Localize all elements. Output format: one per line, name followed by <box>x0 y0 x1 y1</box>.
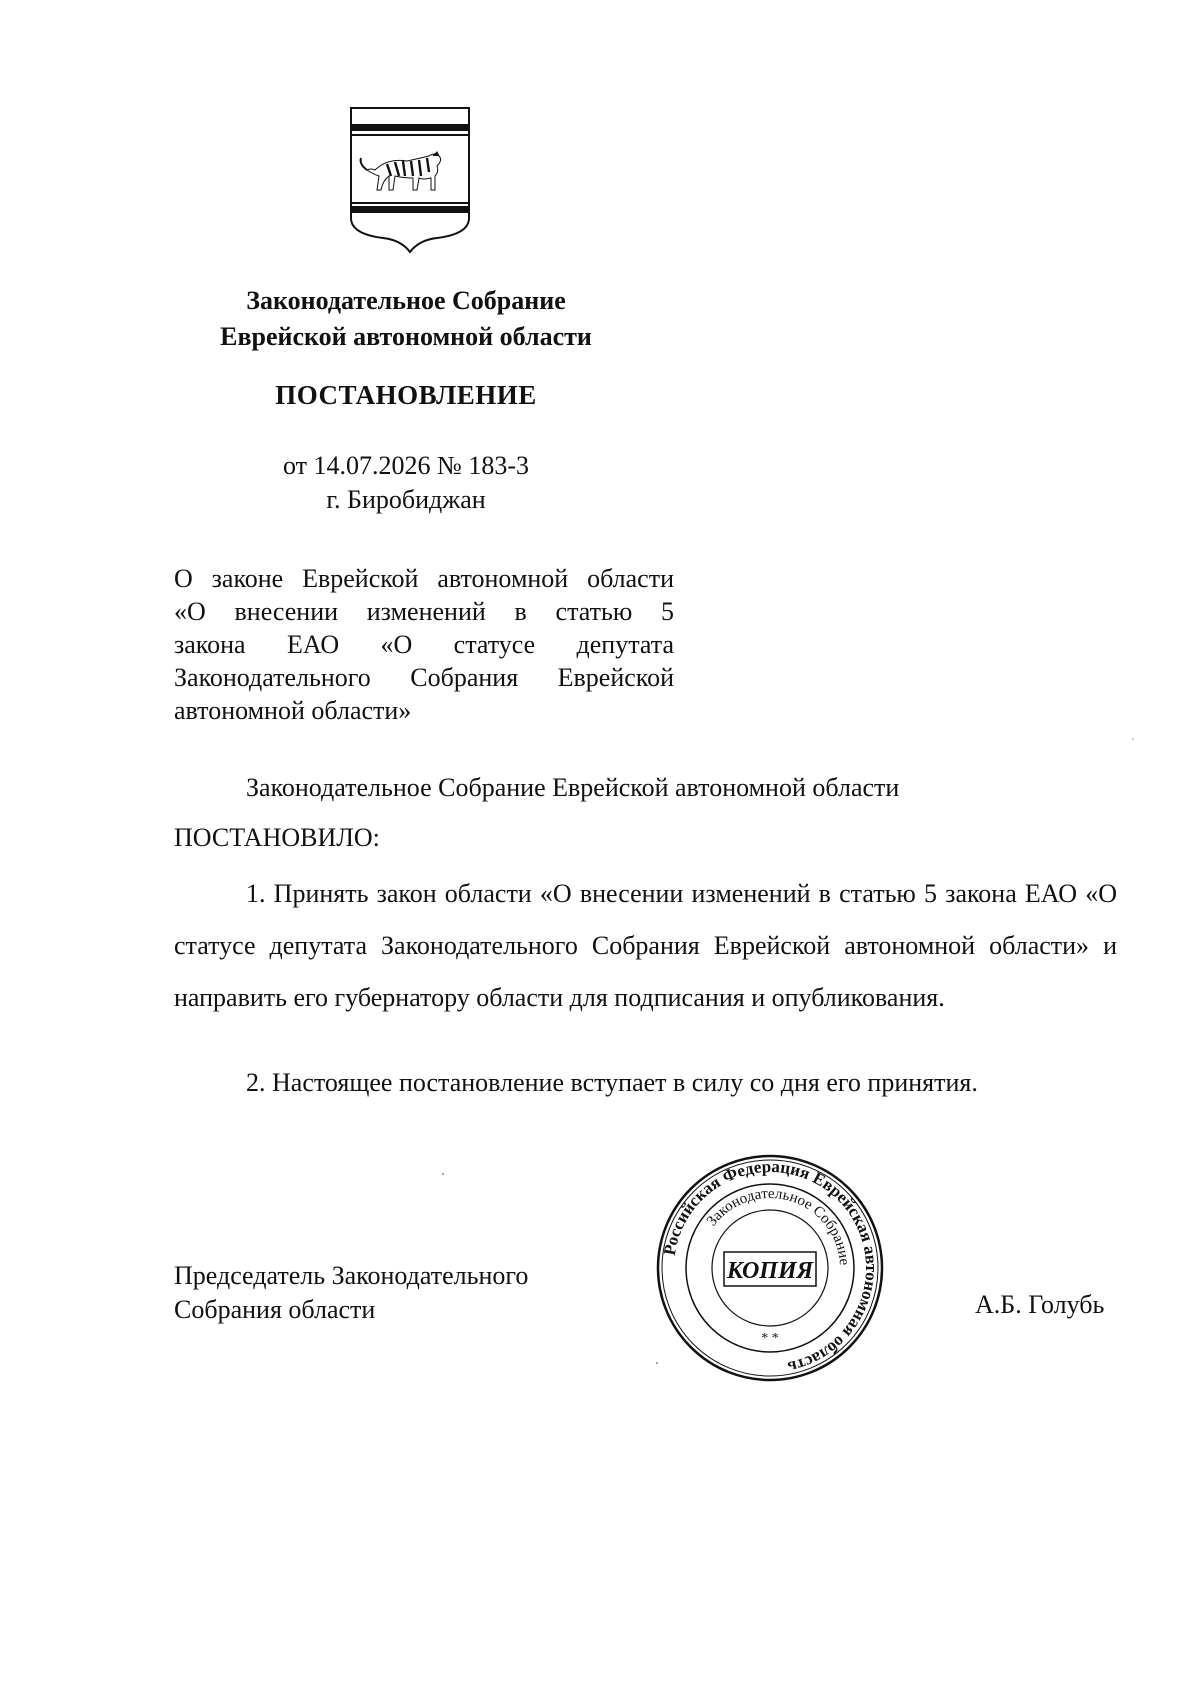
subject-line: закона ЕАО «О статусе депутата <box>174 630 674 659</box>
resolution-item-1 <box>174 868 1117 1024</box>
position-line-2: Собрания области <box>174 1295 376 1324</box>
scan-speck <box>656 1362 658 1364</box>
resolution-item-1-text: 1. Принять закон области «О внесении изменений в статью 5 закона ЕАО «О статусе депутата Законодательного Собрания Еврейской автономной области» и направить его губернатору области для подписания и опубликования. <box>174 879 1117 1012</box>
document-subject <box>174 562 674 727</box>
subject-line: «О внесении изменений в статью 5 <box>174 597 674 626</box>
preamble: Законодательное Собрание Еврейской автономной области <box>246 773 900 802</box>
city: г. Биробиджан <box>326 485 486 514</box>
date-number: от 14.07.2026 № 183-3 <box>283 451 529 480</box>
resolution-heading: ПОСТАНОВИЛО: <box>174 823 380 852</box>
subject-line: Законодательного Собрания Еврейской <box>174 663 674 692</box>
seal-inner-text: Законодательное Собрание <box>703 1185 852 1266</box>
scan-speck <box>442 1173 444 1175</box>
seal-outer-text: Российская Федерация Еврейская автономная область <box>659 1156 882 1378</box>
position-line-1: Председатель Законодательного <box>174 1261 529 1290</box>
coat-of-arms-icon <box>347 106 473 254</box>
signatory-position <box>174 1259 528 1327</box>
document-date-number-block <box>200 449 612 517</box>
subject-line: О законе Еврейской автономной области <box>174 564 674 593</box>
subject-line: автономной области» <box>174 696 412 725</box>
organization-name <box>200 283 612 355</box>
scan-speck <box>1132 738 1134 740</box>
seal-stars: * * <box>761 1331 779 1346</box>
seal-center-text: КОПИЯ <box>726 1258 814 1284</box>
official-seal-icon <box>654 1152 886 1384</box>
org-line-1: Законодательное Собрание <box>246 286 566 315</box>
signatory-name: А.Б. Голубь <box>975 1290 1105 1319</box>
org-line-2: Еврейской автономной области <box>220 322 592 351</box>
document-type: ПОСТАНОВЛЕНИЕ <box>275 380 537 410</box>
resolution-item-2: 2. Настоящее постановление вступает в силу со дня его принятия. <box>246 1068 978 1097</box>
